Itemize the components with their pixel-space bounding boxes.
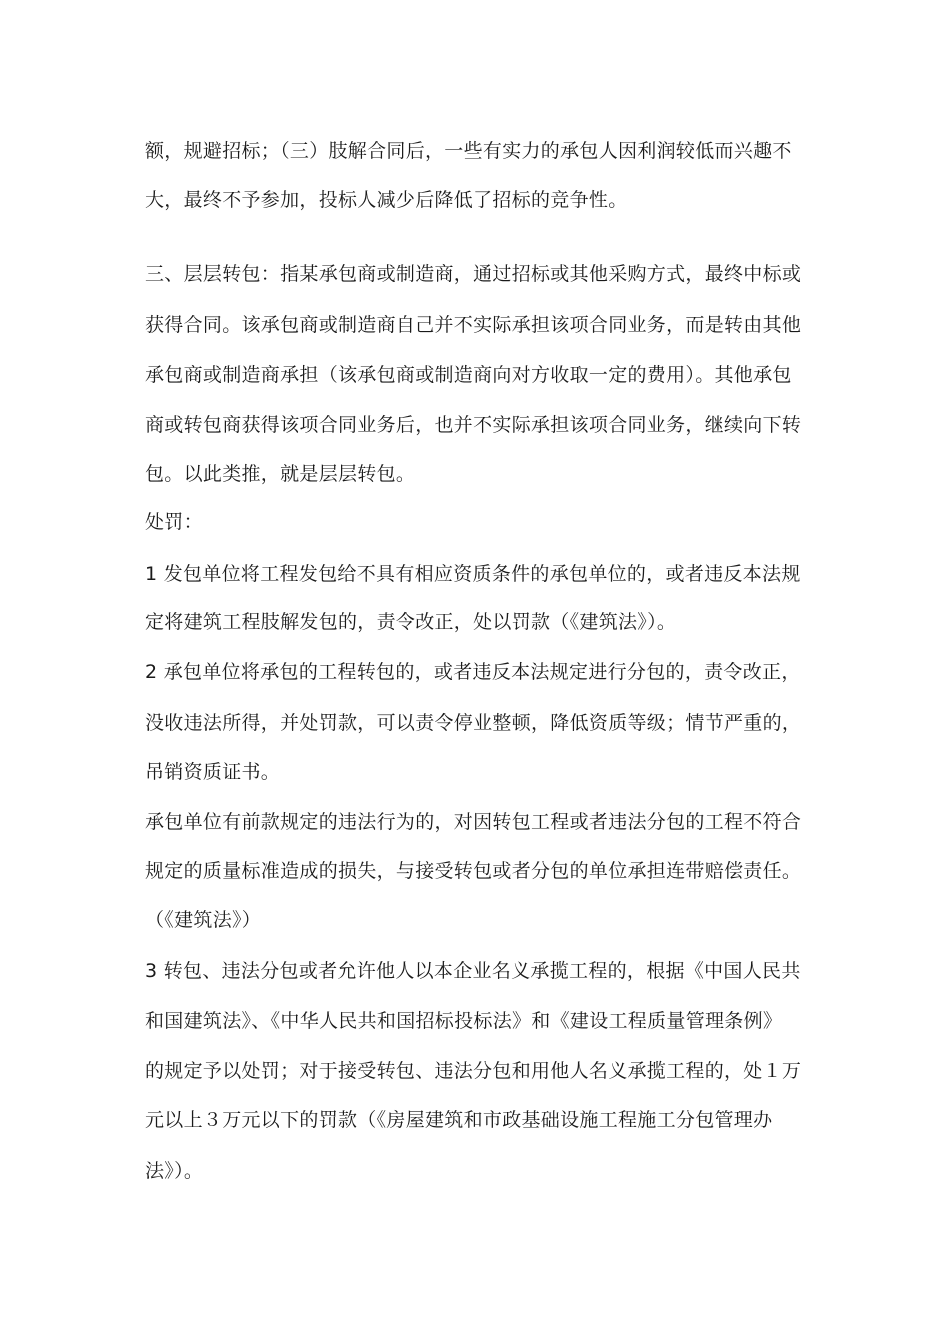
text-line: （《建筑法》）	[145, 909, 262, 931]
text-line: 吊销资质证书。	[145, 761, 281, 783]
text-line: 没收违法所得，并处罚款，可以责令停业整顿，降低资质等级；情节严重的，	[145, 712, 802, 734]
text-line: 的规定予以处罚；对于接受转包、违法分包和用他人名义承揽工程的，处１万	[145, 1060, 802, 1082]
text-line: 额，规避招标；（三）肢解合同后，一些有实力的承包人因利润较低而兴趣不	[145, 140, 792, 162]
text-line: 大，最终不予参加，投标人减少后降低了招标的竞争性。	[145, 189, 628, 211]
text-line: 和国建筑法》、《中华人民共和国招标投标法》和《建设工程质量管理条例》	[145, 1010, 783, 1032]
text-line: 定将建筑工程肢解发包的，责令改正，处以罚款（《建筑法》）。	[145, 611, 677, 633]
text-line: 获得合同。该承包商或制造商自己并不实际承担该项合同业务，而是转由其他	[145, 314, 802, 336]
section-heading: 处罚：	[145, 511, 203, 533]
text-line: 2 承包单位将承包的工程转包的，或者违反本法规定进行分包的，责令改正，	[145, 661, 801, 683]
text-line: 法》）。	[145, 1160, 204, 1182]
text-line: 3 转包、违法分包或者允许他人以本企业名义承揽工程的，根据《中国人民共	[145, 960, 801, 982]
text-line: 包。以此类推，就是层层转包。	[145, 463, 416, 485]
text-line: 1 发包单位将工程发包给不具有相应资质条件的承包单位的，或者违反本法规	[145, 563, 801, 585]
text-line: 承包单位有前款规定的违法行为的，对因转包工程或者违法分包的工程不符合	[145, 811, 802, 833]
text-line: 三、层层转包：指某承包商或制造商，通过招标或其他采购方式，最终中标或	[145, 263, 802, 285]
text-line: 承包商或制造商承担（该承包商或制造商向对方收取一定的费用）。其他承包	[145, 364, 792, 386]
text-line: 商或转包商获得该项合同业务后，也并不实际承担该项合同业务，继续向下转	[145, 414, 802, 436]
text-line: 规定的质量标准造成的损失，与接受转包或者分包的单位承担连带赔偿责任。	[145, 860, 802, 882]
text-line: 元以上３万元以下的罚款（《房屋建筑和市政基础设施工程施工分包管理办	[145, 1109, 773, 1131]
